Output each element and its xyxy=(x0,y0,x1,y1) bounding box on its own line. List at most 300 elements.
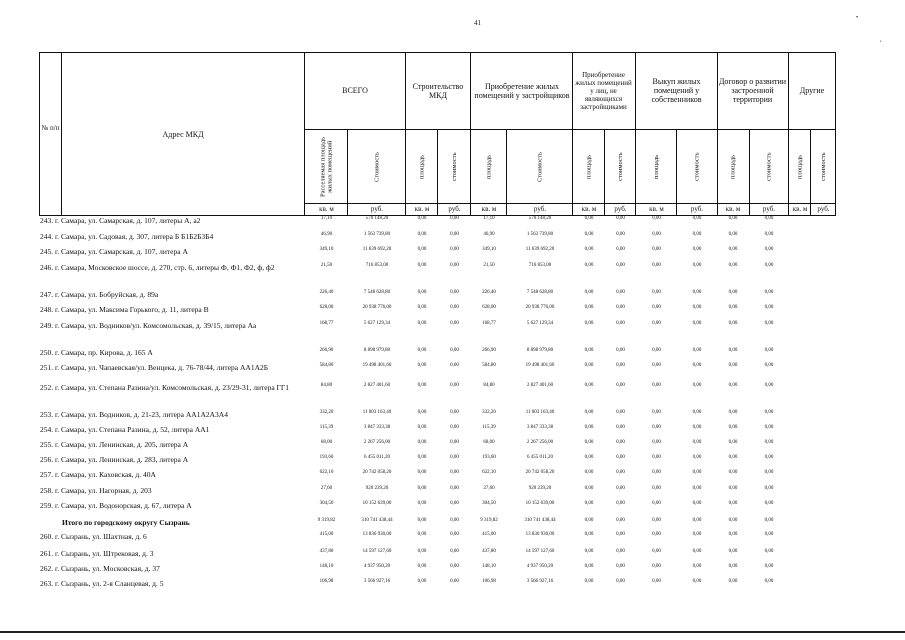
row-value: 11 639 692,20 xyxy=(362,247,392,252)
row-value: 0,00 xyxy=(652,348,661,353)
row-value: 0,00 xyxy=(652,486,661,491)
row-value: 349,10 xyxy=(482,247,496,252)
row-address: 249. г. Самара, ул. Водников/ул. Комсомольская, д. 39/15, литера Аа xyxy=(40,321,257,330)
row-value: 628,00 xyxy=(319,305,334,310)
row-value: 0,00 xyxy=(652,425,661,430)
row-value: 0,00 xyxy=(584,216,594,221)
row-value: 349,10 xyxy=(319,247,334,252)
row-value: 0,00 xyxy=(652,564,661,569)
row-value: 0,00 xyxy=(584,290,594,295)
row-value: 0,00 xyxy=(450,247,459,252)
row-value: 0,00 xyxy=(616,455,625,460)
row-value: 310 741 438,44 xyxy=(361,518,393,523)
sub-col-header-12: площадь xyxy=(796,154,804,180)
bottom-rule xyxy=(0,631,905,633)
row-value: 0,00 xyxy=(584,383,594,388)
row-value: 13 836 930,00 xyxy=(525,532,555,537)
row-value: 0,00 xyxy=(616,383,625,388)
row-address: 262. г. Сызрань, ул. Московская, д. 37 xyxy=(40,564,160,573)
row-value: 0,00 xyxy=(450,518,459,523)
row-value: 0,00 xyxy=(616,305,625,310)
row-address: 247. г. Самара, ул. Бобруйская, д. 89а xyxy=(40,290,159,299)
unit-label-5: руб. xyxy=(533,205,547,213)
row-value: 0,00 xyxy=(450,348,459,353)
row-value: 0,00 xyxy=(692,501,702,506)
row-address: 248. г. Самара, ул. Максима Горького, д. 11, литера В xyxy=(40,305,209,314)
row-value: 0,00 xyxy=(584,532,594,537)
unit-label-4: кв. м xyxy=(481,205,497,213)
row-value: 0,00 xyxy=(764,363,774,368)
row-value: 437,80 xyxy=(482,549,496,554)
row-value: 84,80 xyxy=(320,383,333,388)
row-value: 0,00 xyxy=(584,247,594,252)
row-value: 11 639 692,20 xyxy=(525,247,555,252)
row-value: 0,00 xyxy=(728,348,738,353)
row-value: 332,20 xyxy=(482,410,496,415)
row-value: 0,00 xyxy=(584,549,594,554)
row-value: 0,00 xyxy=(616,348,625,353)
unit-label-1: руб. xyxy=(370,205,384,213)
row-value: 11 003 163,40 xyxy=(362,410,392,415)
row-address: 243. г. Самара, ул. Самарская, д. 107, литеры А, а2 xyxy=(40,216,201,225)
row-value: 7 548 628,80 xyxy=(526,290,554,295)
row-value: 3 847 333,38 xyxy=(363,425,391,430)
row-value: 0,00 xyxy=(450,579,459,584)
row-value: 0,00 xyxy=(417,263,427,268)
row-value: 0,00 xyxy=(584,518,594,523)
row-value: 0,00 xyxy=(584,486,594,491)
row-value: 0,00 xyxy=(692,216,702,221)
row-value: 8 898 979,80 xyxy=(363,348,391,353)
row-value: 7 548 628,80 xyxy=(363,290,391,295)
sub-col-header-3: стоимость xyxy=(451,152,458,182)
row-value: 415,00 xyxy=(482,532,496,537)
row-value: 0,00 xyxy=(652,470,661,475)
row-value: 0,00 xyxy=(652,305,661,310)
row-value: 168,77 xyxy=(482,321,496,326)
row-value: 0,00 xyxy=(584,501,594,506)
row-value: 0,00 xyxy=(584,410,594,415)
row-value: 0,00 xyxy=(616,290,625,295)
row-value: 0,00 xyxy=(764,247,774,252)
row-value: 584,80 xyxy=(482,363,496,368)
row-value: 1 563 739,80 xyxy=(363,232,391,237)
row-value: 68,00 xyxy=(320,440,333,445)
row-value: 0,00 xyxy=(417,564,427,569)
row-value: 0,00 xyxy=(728,518,738,523)
row-value: 13 836 930,00 xyxy=(362,532,392,537)
row-value: 415,00 xyxy=(319,532,334,537)
row-value: 0,00 xyxy=(652,216,661,221)
row-value: 0,00 xyxy=(692,440,702,445)
row-value: 0,00 xyxy=(584,305,594,310)
row-value: 0,00 xyxy=(450,564,459,569)
row-value: 1 563 739,80 xyxy=(526,232,554,237)
row-value: 19 498 401,60 xyxy=(525,363,555,368)
row-value: 0,00 xyxy=(450,290,459,295)
unit-label-11: руб. xyxy=(762,205,776,213)
row-value: 584,80 xyxy=(319,363,334,368)
row-value: 0,00 xyxy=(764,501,774,506)
row-value: 0,00 xyxy=(450,486,459,491)
row-address: 258. г. Самара, ул. Нагорная, д. 203 xyxy=(40,486,152,495)
row-value: 106,98 xyxy=(482,579,496,584)
row-value: 0,00 xyxy=(417,305,427,310)
row-value: 0,00 xyxy=(417,518,427,523)
row-value: 0,00 xyxy=(584,564,594,569)
row-address: 244. г. Самара, ул. Садовая, д. 307, литера Б Б1Б2Б3Б4 xyxy=(40,232,214,241)
row-address: 254. г. Самара, ул. Степана Разина, д. 52, литера АА1 xyxy=(40,425,210,434)
row-value: 14 597 127,60 xyxy=(362,549,392,554)
row-value: 0,00 xyxy=(450,363,459,368)
corner-tick: , xyxy=(880,37,882,43)
row-value: 0,00 xyxy=(652,247,661,252)
row-value: 0,00 xyxy=(652,455,661,460)
row-value: 0,00 xyxy=(450,410,459,415)
unit-label-10: кв. м xyxy=(725,205,741,213)
row-value: 46,90 xyxy=(483,232,495,237)
row-value: 3 566 927,16 xyxy=(363,579,391,584)
page-number: 41 xyxy=(474,19,481,27)
row-value: 0,00 xyxy=(616,425,625,430)
row-value: 0,00 xyxy=(764,216,774,221)
row-value: 0,00 xyxy=(616,363,625,368)
row-value: 0,00 xyxy=(764,410,774,415)
row-value: 570 148,20 xyxy=(528,216,552,221)
sub-col-header-1: Стоимость xyxy=(373,152,381,182)
row-value: 0,00 xyxy=(692,518,702,523)
unit-label-8: кв. м xyxy=(649,205,664,213)
row-value: 17,10 xyxy=(483,216,495,221)
row-value: 0,00 xyxy=(584,455,594,460)
sub-col-header-11: стоимость xyxy=(765,152,773,182)
row-value: 226,40 xyxy=(482,290,496,295)
row-address: 253. г. Самара, ул. Водников, д. 21-23, литера АА1А2А3А4 xyxy=(40,410,228,419)
row-value: 0,00 xyxy=(728,321,738,326)
row-value: 0,00 xyxy=(450,425,459,430)
row-value: 0,00 xyxy=(728,410,738,415)
row-value: 0,00 xyxy=(616,470,625,475)
col-dev-contract-header: Договор о развитии застроенной территории xyxy=(718,77,787,104)
row-value: 6 455 011,20 xyxy=(363,455,391,460)
sub-col-header-4: площадь xyxy=(485,154,493,180)
row-value: 0,00 xyxy=(692,247,702,252)
row-value: 0,00 xyxy=(417,321,427,326)
row-value: 168,77 xyxy=(319,321,334,326)
col-num-header: № п/п xyxy=(41,123,60,132)
row-value: 0,00 xyxy=(417,290,427,295)
row-value: 0,00 xyxy=(616,532,625,537)
row-value: 0,00 xyxy=(616,549,625,554)
row-value: 0,00 xyxy=(728,486,738,491)
row-value: 0,00 xyxy=(764,470,774,475)
col-purchase-dev-header: Приобретение жилых помещений у застройщиков xyxy=(474,81,570,100)
row-value: 0,00 xyxy=(728,470,738,475)
row-value: 0,00 xyxy=(728,425,738,430)
row-value: 0,00 xyxy=(417,486,427,491)
row-value: 10 152 639,00 xyxy=(525,501,555,506)
sub-col-header-9: стоимость xyxy=(693,152,701,182)
row-value: 0,00 xyxy=(616,410,625,415)
row-value: 437,80 xyxy=(319,549,334,554)
row-value: 0,00 xyxy=(417,532,427,537)
row-value: 0,00 xyxy=(652,383,661,388)
row-value: 8 898 979,80 xyxy=(526,348,554,353)
row-value: 14 597 127,60 xyxy=(525,549,555,554)
row-value: 0,00 xyxy=(450,549,459,554)
row-value: 0,00 xyxy=(728,579,738,584)
row-value: 0,00 xyxy=(616,518,625,523)
row-value: 0,00 xyxy=(764,455,774,460)
row-value: 5 627 129,34 xyxy=(363,321,391,326)
sub-col-header-13: стоимость xyxy=(820,152,827,182)
row-value: 0,00 xyxy=(616,440,625,445)
row-address: 261. г. Сызрань, ул. Штрековая, д. 3 xyxy=(40,549,154,558)
row-value: 0,00 xyxy=(764,425,774,430)
row-value: 0,00 xyxy=(417,440,427,445)
row-value: 0,00 xyxy=(692,232,702,237)
row-value: 0,00 xyxy=(692,263,702,268)
row-value: 2 827 401,60 xyxy=(526,383,554,388)
row-value: 0,00 xyxy=(616,247,625,252)
row-value: 0,00 xyxy=(417,348,427,353)
row-value: 0,00 xyxy=(764,290,774,295)
row-value: 0,00 xyxy=(652,501,661,506)
row-value: 0,00 xyxy=(764,232,774,237)
row-value: 0,00 xyxy=(652,518,661,523)
row-value: 0,00 xyxy=(728,564,738,569)
col-address-header: Адрес МКД xyxy=(162,129,204,139)
row-value: 0,00 xyxy=(764,549,774,554)
row-value: 0,00 xyxy=(728,263,738,268)
sub-col-header-0: Расселяемая площадь жилых помещений xyxy=(319,136,334,198)
row-value: 20 742 058,20 xyxy=(362,470,392,475)
row-value: 622,10 xyxy=(482,470,496,475)
row-value: 0,00 xyxy=(652,410,661,415)
row-address: Итого по городскому округу Сызрань xyxy=(62,518,190,527)
row-value: 0,00 xyxy=(692,532,702,537)
row-value: 0,00 xyxy=(692,410,702,415)
row-value: 0,00 xyxy=(450,305,459,310)
row-value: 2 267 256,00 xyxy=(526,440,554,445)
row-value: 193,60 xyxy=(319,455,334,460)
row-value: 0,00 xyxy=(616,263,625,268)
row-value: 0,00 xyxy=(417,549,427,554)
col-total-header: ВСЕГО xyxy=(342,86,368,95)
row-value: 0,00 xyxy=(616,232,625,237)
row-value: 0,00 xyxy=(584,363,594,368)
row-value: 3 566 927,16 xyxy=(526,579,554,584)
row-value: 0,00 xyxy=(692,470,702,475)
row-value: 0,00 xyxy=(652,363,661,368)
row-value: 304,50 xyxy=(319,501,334,506)
col-construction-header: Строительство МКД xyxy=(412,81,464,100)
row-address: 255. г. Самара, ул. Ленинская, д. 205, литера А xyxy=(40,440,189,449)
row-value: 0,00 xyxy=(616,486,625,491)
row-value: 193,60 xyxy=(482,455,496,460)
unit-label-12: кв. м xyxy=(792,205,808,213)
row-value: 3 847 333,38 xyxy=(526,425,554,430)
row-value: 84,80 xyxy=(483,383,495,388)
row-value: 0,00 xyxy=(450,263,459,268)
row-value: 0,00 xyxy=(692,455,702,460)
row-value: 0,00 xyxy=(652,232,661,237)
row-value: 0,00 xyxy=(450,455,459,460)
row-value: 0,00 xyxy=(417,425,427,430)
row-value: 0,00 xyxy=(692,383,702,388)
row-value: 0,00 xyxy=(584,425,594,430)
row-value: 0,00 xyxy=(616,564,625,569)
row-value: 0,00 xyxy=(692,564,702,569)
row-address: 259. г. Самара, ул. Водонорская, д. 67, литера А xyxy=(40,501,192,510)
row-value: 0,00 xyxy=(652,321,661,326)
row-value: 0,00 xyxy=(652,440,661,445)
col-buyout-header: Выкуп жилых помещений у собственников xyxy=(651,77,702,104)
row-value: 0,00 xyxy=(692,321,702,326)
row-value: 332,20 xyxy=(319,410,334,415)
row-value: 5 627 129,34 xyxy=(526,321,554,326)
row-address: 246. г. Самара, Московское шоссе, д. 270, стр. 6, литеры Ф, Ф1, Ф2, ф, ф2 xyxy=(40,263,275,272)
row-value: 0,00 xyxy=(728,232,738,237)
row-value: 0,00 xyxy=(764,486,774,491)
row-value: 6 455 011,20 xyxy=(526,455,554,460)
row-value: 310 741 438,44 xyxy=(524,518,556,523)
row-value: 0,00 xyxy=(616,501,625,506)
row-address: 257. г. Самара, ул. Каховская, д. 40А xyxy=(40,470,156,479)
row-value: 17,10 xyxy=(320,216,333,221)
row-value: 0,00 xyxy=(450,232,459,237)
row-value: 2 827 401,60 xyxy=(363,383,391,388)
row-value: 0,00 xyxy=(417,410,427,415)
row-value: 0,00 xyxy=(584,440,594,445)
row-value: 148,10 xyxy=(482,564,496,569)
row-value: 570 148,20 xyxy=(365,216,389,221)
row-value: 0,00 xyxy=(764,348,774,353)
row-value: 20 938 776,00 xyxy=(362,305,392,310)
row-value: 0,00 xyxy=(764,321,774,326)
row-value: 0,00 xyxy=(417,363,427,368)
row-value: 0,00 xyxy=(692,348,702,353)
row-value: 11 003 163,40 xyxy=(525,410,555,415)
row-address: 252. г. Самара, ул. Степана Разина/ул. Комсомольская, д. 23/29-31, литера ГГ1 xyxy=(40,383,289,392)
sub-col-header-6: площадь xyxy=(585,154,593,180)
row-value: 0,00 xyxy=(728,247,738,252)
row-value: 115,39 xyxy=(482,425,496,430)
sub-col-header-7: стоимость xyxy=(617,152,624,182)
row-value: 266,90 xyxy=(319,348,334,353)
row-value: 0,00 xyxy=(692,579,702,584)
unit-label-3: руб. xyxy=(448,205,461,213)
corner-dot: • xyxy=(856,15,859,21)
row-value: 0,00 xyxy=(728,455,738,460)
row-value: 19 498 401,60 xyxy=(362,363,392,368)
row-value: 0,00 xyxy=(450,216,459,221)
row-value: 0,00 xyxy=(764,564,774,569)
row-value: 628,00 xyxy=(482,305,496,310)
unit-label-13: руб. xyxy=(817,205,830,213)
sub-col-header-5: Стоимость xyxy=(536,152,544,182)
row-value: 0,00 xyxy=(652,290,661,295)
row-value: 0,00 xyxy=(584,232,594,237)
sub-col-header-8: площадь xyxy=(653,154,660,180)
row-value: 2 267 256,00 xyxy=(363,440,391,445)
row-value: 0,00 xyxy=(692,549,702,554)
row-value: 0,00 xyxy=(764,305,774,310)
row-address: 256. г. Самара, ул. Ленинская, д. 283, литера А xyxy=(40,455,189,464)
row-value: 0,00 xyxy=(692,425,702,430)
unit-label-6: кв. м xyxy=(581,205,597,213)
row-value: 0,00 xyxy=(417,383,427,388)
row-value: 0,00 xyxy=(450,321,459,326)
row-address: 260. г. Сызрань, ул. Шахтная, д. 6 xyxy=(40,532,147,541)
unit-label-2: кв. м xyxy=(414,205,430,213)
row-value: 0,00 xyxy=(616,321,625,326)
row-value: 0,00 xyxy=(652,579,661,584)
row-value: 0,00 xyxy=(764,383,774,388)
row-value: 0,00 xyxy=(584,470,594,475)
row-value: 0,00 xyxy=(764,579,774,584)
row-value: 0,00 xyxy=(417,501,427,506)
row-value: 716 853,00 xyxy=(528,263,552,268)
row-value: 21,50 xyxy=(483,263,495,268)
row-value: 0,00 xyxy=(584,321,594,326)
row-value: 0,00 xyxy=(728,363,738,368)
row-value: 0,00 xyxy=(692,290,702,295)
row-value: 27,60 xyxy=(320,486,333,491)
row-value: 0,00 xyxy=(417,216,427,221)
row-value: 266,90 xyxy=(482,348,496,353)
row-value: 115,39 xyxy=(319,425,334,430)
row-value: 0,00 xyxy=(764,532,774,537)
row-value: 0,00 xyxy=(417,247,427,252)
row-value: 0,00 xyxy=(616,216,625,221)
row-value: 226,40 xyxy=(319,290,334,295)
row-value: 0,00 xyxy=(764,263,774,268)
row-address: 250. г. Самара, пр. Кирова, д. 165 А xyxy=(40,348,153,357)
row-value: 0,00 xyxy=(584,579,594,584)
unit-label-0: кв. м xyxy=(319,205,334,213)
unit-label-7: руб. xyxy=(614,205,627,213)
row-value: 148,10 xyxy=(319,564,334,569)
row-value: 21,50 xyxy=(320,263,333,268)
row-value: 20 938 776,00 xyxy=(525,305,555,310)
row-value: 920 239,20 xyxy=(365,486,389,491)
col-purchase-nondev-header: Приобретение жилых помещений у лиц, не являющихся застройщиками xyxy=(575,70,632,111)
row-value: 0,00 xyxy=(728,440,738,445)
row-value: 4 937 950,20 xyxy=(363,564,391,569)
row-address: 245. г. Самара, ул. Самарская, д. 107, литера А xyxy=(40,247,188,256)
row-value: 106,98 xyxy=(319,579,334,584)
row-value: 0,00 xyxy=(652,263,661,268)
row-value: 0,00 xyxy=(652,532,661,537)
row-value: 0,00 xyxy=(764,440,774,445)
row-address: 251. г. Самара, ул. Чапаевская/ул. Венцека, д. 76-78/44, литера АА1А2Б xyxy=(40,363,269,372)
row-value: 920 239,20 xyxy=(528,486,552,491)
row-value: 0,00 xyxy=(417,579,427,584)
row-value: 0,00 xyxy=(652,549,661,554)
row-value: 0,00 xyxy=(728,216,738,221)
row-value: 10 152 639,00 xyxy=(362,501,392,506)
sub-col-header-10: площадь xyxy=(729,154,737,180)
row-value: 0,00 xyxy=(764,518,774,523)
row-value: 0,00 xyxy=(692,486,702,491)
row-value: 0,00 xyxy=(450,501,459,506)
row-value: 0,00 xyxy=(450,383,459,388)
row-value: 0,00 xyxy=(417,455,427,460)
row-value: 304,50 xyxy=(482,501,496,506)
row-value: 0,00 xyxy=(616,579,625,584)
row-address: 263. г. Сызрань, ул. 2-я Сланцевая, д. 5 xyxy=(40,579,164,588)
